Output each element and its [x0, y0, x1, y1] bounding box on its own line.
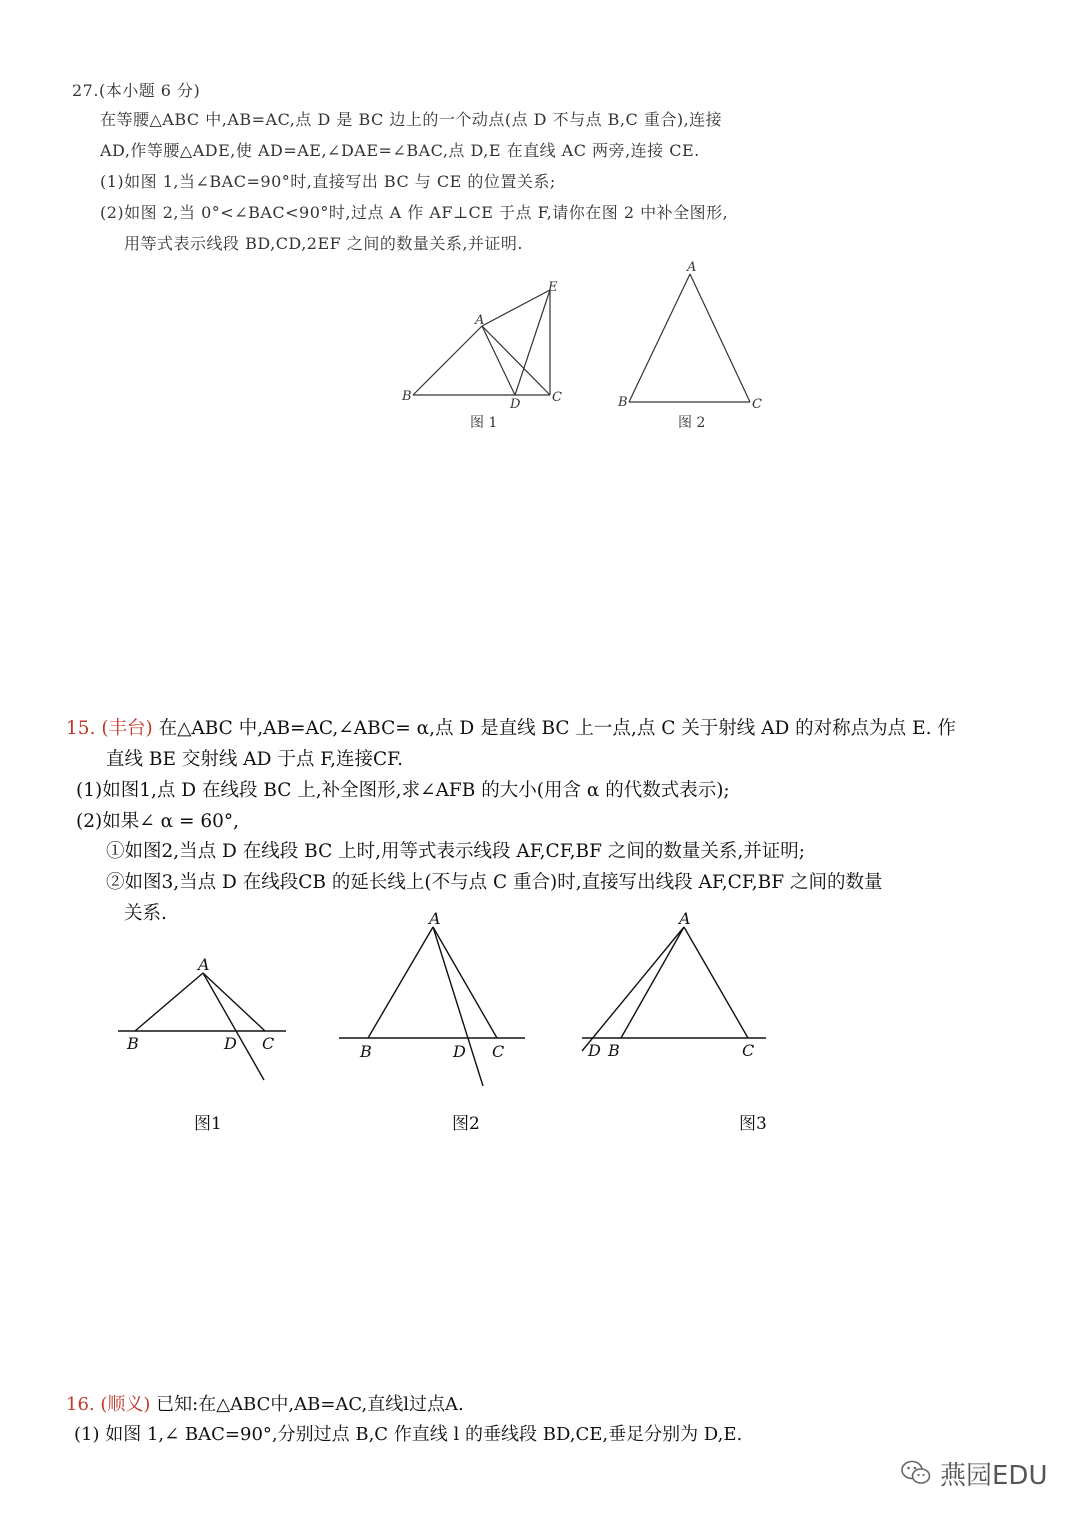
q27-figure-1 [395, 270, 585, 410]
q15-f3-label-D: D [588, 1041, 601, 1060]
q27-header: 27.(本小题 6 分) [72, 81, 201, 100]
q16-line1 [66, 1390, 464, 1416]
q27-f1-seg-AC [482, 326, 550, 395]
q15-f2-label-B: B [360, 1042, 372, 1061]
q15-part1: (1)如图1,点 D 在线段 BC 上,补全图形,求∠AFB 的大小(用含 α 的代数式表示); [76, 780, 730, 801]
q27-f1-label-C: C [552, 390, 562, 405]
q15-f3-label-B: B [608, 1041, 620, 1060]
q15-f1-seg-AB [135, 973, 203, 1031]
q15-f2-ray-AD [433, 927, 483, 1086]
q27-f1-label-E: E [548, 280, 558, 295]
q16-source: (顺义) [100, 1394, 151, 1415]
q15-text-1: 在△ABC 中,AB=AC,∠ABC= α,点 D 是直线 BC 上一点,点 C 关于射线 AD 的对称点为点 E. 作 [158, 718, 956, 739]
q15-line2: 直线 BE 交射线 AD 于点 F,连接CF. [106, 749, 404, 770]
q27-f2-seg-AC [690, 274, 750, 402]
q15-f2-label-C: C [492, 1042, 505, 1061]
q15-fig3-caption: 图3 [739, 1114, 767, 1134]
q15-figure-2 [334, 905, 534, 1090]
watermark-text: 燕园EDU [940, 1460, 1048, 1491]
q27-line1: 在等腰△ABC 中,AB=AC,点 D 是 BC 边上的一个动点(点 D 不与点 B,C 重合),连接 [100, 110, 723, 129]
q15-number: 15. [66, 718, 96, 739]
q27-f1-label-A: A [475, 313, 485, 328]
q27-part2a: (2)如图 2,当 0°<∠BAC<90°时,过点 A 作 AF⊥CE 于点 F,请你在图 2 中补全图形, [100, 203, 729, 222]
q27-f1-seg-AD [482, 326, 515, 395]
q15-f2-seg-AB [368, 927, 433, 1038]
q27-part1: (1)如图 1,当∠BAC=90°时,直接写出 BC 与 CE 的位置关系; [100, 172, 556, 191]
q15-f2-label-D: D [453, 1042, 466, 1061]
q15-f1-label-D: D [224, 1034, 237, 1053]
q15-sub2: ②如图3,当点 D 在线段CB 的延长线上(不与点 C 重合)时,直接写出线段 AF,CF,BF 之间的数量 [106, 872, 883, 893]
q15-f1-seg-AC [203, 973, 265, 1031]
q27-f2-label-B: B [618, 395, 628, 410]
q27-f1-label-B: B [402, 389, 412, 404]
q15-f3-label-A: A [679, 909, 691, 928]
q15-f3-seg-AB [621, 927, 684, 1038]
q15-line1 [66, 714, 956, 740]
q16-text-1: 已知:在△ABC中,AB=AC,直线l过点A. [156, 1394, 464, 1415]
q15-f2-seg-AC [433, 927, 497, 1038]
q16-part1: (1) 如图 1,∠ BAC=90°,分别过点 B,C 作直线 l 的垂线段 BD,CE,垂足分别为 D,E. [74, 1424, 743, 1445]
q15-f3-ray-AD [582, 927, 684, 1051]
q15-figure-3 [576, 905, 776, 1065]
watermark [900, 1455, 1047, 1491]
q27-line2: AD,作等腰△ADE,使 AD=AE,∠DAE=∠BAC,点 D,E 在直线 AC 两旁,连接 CE. [100, 141, 700, 160]
q15-f1-label-B: B [127, 1034, 139, 1053]
q15-f1-label-A: A [198, 955, 210, 974]
q15-f2-label-A: A [429, 909, 441, 928]
q15-source: (丰台) [101, 718, 153, 739]
q27-fig1-caption: 图 1 [470, 415, 498, 431]
q15-f3-seg-AC [684, 927, 748, 1038]
q15-f3-label-C: C [742, 1041, 755, 1060]
q27-fig2-caption: 图 2 [678, 415, 706, 431]
q27-f2-label-A: A [687, 260, 697, 275]
q15-sub2b: 关系. [124, 903, 167, 924]
q27-f2-label-C: C [752, 397, 762, 412]
q15-figure-1 [110, 950, 300, 1085]
q27-part2b: 用等式表示线段 BD,CD,2EF 之间的数量关系,并证明. [124, 234, 523, 253]
q27-f1-label-D: D [510, 397, 521, 410]
q15-part2: (2)如果∠ α = 60°, [76, 811, 240, 832]
q15-f1-ray-AD [203, 973, 264, 1080]
q27-f1-seg-BA [413, 326, 482, 395]
wechat-icon [900, 1459, 932, 1487]
q27-figure-2 [612, 258, 772, 413]
q15-f1-label-C: C [262, 1034, 275, 1053]
q15-fig1-caption: 图1 [194, 1114, 222, 1134]
q15-sub1: ①如图2,当点 D 在线段 BC 上时,用等式表示线段 AF,CF,BF 之间的数量关系,并证明; [106, 841, 805, 862]
q16-number: 16. [66, 1394, 95, 1415]
q15-fig2-caption: 图2 [452, 1114, 480, 1134]
q27-f2-seg-AB [629, 274, 690, 402]
